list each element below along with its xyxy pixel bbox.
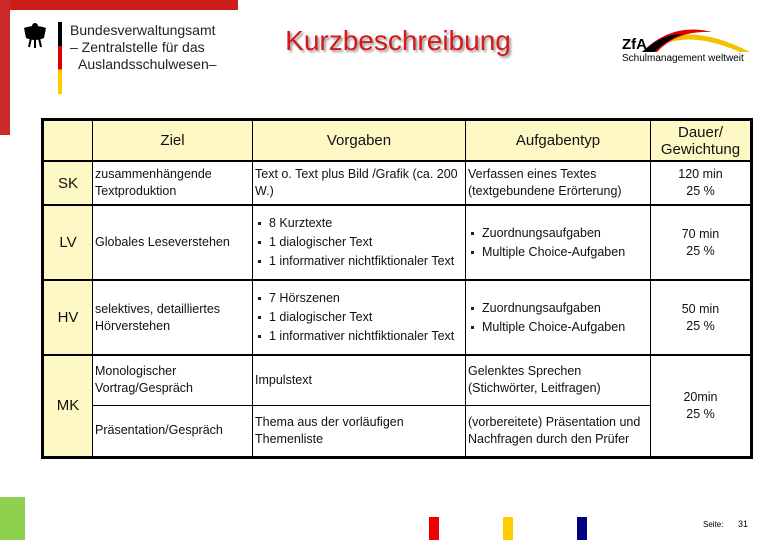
- table-row: [43, 355, 752, 405]
- table-header-row: [43, 120, 752, 162]
- weight: 25 %: [686, 406, 715, 421]
- list-item: Multiple Choice-Aufgaben: [468, 244, 648, 261]
- ziel-cell: Präsentation/Gespräch: [93, 405, 253, 457]
- list-item: 1 informativer nichtfiktionaler Text: [255, 253, 463, 270]
- table-row: [43, 405, 752, 457]
- duration: 20min: [683, 389, 718, 404]
- dauer-cell: [651, 205, 752, 280]
- list-item: Multiple Choice-Aufgaben: [468, 319, 648, 336]
- weight: 25 %: [686, 318, 715, 333]
- top-red-band: [0, 0, 238, 10]
- exam-overview-table: [41, 118, 753, 459]
- vorgaben-cell: Impulstext: [253, 355, 466, 405]
- table-row: [43, 205, 752, 280]
- row-code: LV: [43, 205, 93, 280]
- page-label: Seite:: [703, 520, 724, 529]
- typ-cell: [466, 280, 651, 355]
- header-cell: [43, 120, 93, 162]
- vorgaben-cell: Text o. Text plus Bild /Grafik (ca. 200 W.): [253, 161, 466, 205]
- header-dauer: Dauer/ Gewichtung: [651, 120, 752, 162]
- table-row: [43, 280, 752, 355]
- vorgaben-cell: [253, 205, 466, 280]
- duration: 70 min: [681, 226, 720, 241]
- ziel-cell: Globales Leseverstehen: [93, 205, 253, 280]
- org-line: – Zentralstelle für das: [70, 39, 205, 55]
- page-number: 31: [738, 519, 749, 529]
- red-footer-bar: [429, 517, 439, 540]
- typ-cell: Verfassen eines Textes (textgebundene Erörterung): [466, 161, 651, 205]
- page-title: Kurzbeschreibung: [285, 25, 511, 56]
- list-item: 7 Hörszenen: [255, 290, 463, 307]
- side-red-band: [0, 0, 10, 135]
- ziel-cell: selektives, detailliertes Hörverstehen: [93, 280, 253, 355]
- ziel-cell: zusammenhängende Textproduktion: [93, 161, 253, 205]
- typ-cell: (vorbereitete) Präsentation und Nachfragen durch den Prüfer: [466, 405, 651, 457]
- dauer-cell: [651, 355, 752, 457]
- weight: 25 %: [686, 184, 715, 198]
- header-ziel: Ziel: [93, 120, 253, 162]
- dauer-cell: [651, 280, 752, 355]
- typ-cell: Gelenktes Sprechen (Stichwörter, Leitfragen): [466, 355, 651, 405]
- row-code: SK: [43, 161, 93, 205]
- list-item: 1 dialogischer Text: [255, 309, 463, 326]
- org-line: Bundesverwaltungsamt: [70, 22, 216, 38]
- row-code: MK: [43, 355, 93, 457]
- yellow-footer-bar: [503, 517, 513, 540]
- typ-cell: [466, 205, 651, 280]
- org-line: Auslandsschulwesen–: [78, 56, 217, 72]
- header-aufgabentyp: Aufgabentyp: [466, 120, 651, 162]
- list-item: 1 informativer nichtfiktionaler Text: [255, 328, 463, 345]
- list-item: 1 dialogischer Text: [255, 234, 463, 251]
- blue-footer-bar: [577, 517, 587, 540]
- ziel-cell: Monologischer Vortrag/Gespräch: [93, 355, 253, 405]
- vorgaben-cell: [253, 280, 466, 355]
- duration: 50 min: [681, 301, 720, 316]
- green-corner-bar: [0, 497, 25, 540]
- list-item: 8 Kurztexte: [255, 215, 463, 232]
- list-item: Zuordnungsaufgaben: [468, 225, 648, 242]
- dauer-cell: [651, 161, 752, 205]
- zfa-tagline: Schulmanagement weltweit: [622, 53, 744, 64]
- header-vorgaben: Vorgaben: [253, 120, 466, 162]
- duration: 120 min: [678, 167, 723, 181]
- zfa-logo: [622, 22, 752, 62]
- row-code: HV: [43, 280, 93, 355]
- table-row: [43, 161, 752, 205]
- list-item: Zuordnungsaufgaben: [468, 300, 648, 317]
- weight: 25 %: [686, 243, 715, 258]
- zfa-name: ZfA: [622, 36, 647, 53]
- vorgaben-cell: Thema aus der vorläufigen Themenliste: [253, 405, 466, 457]
